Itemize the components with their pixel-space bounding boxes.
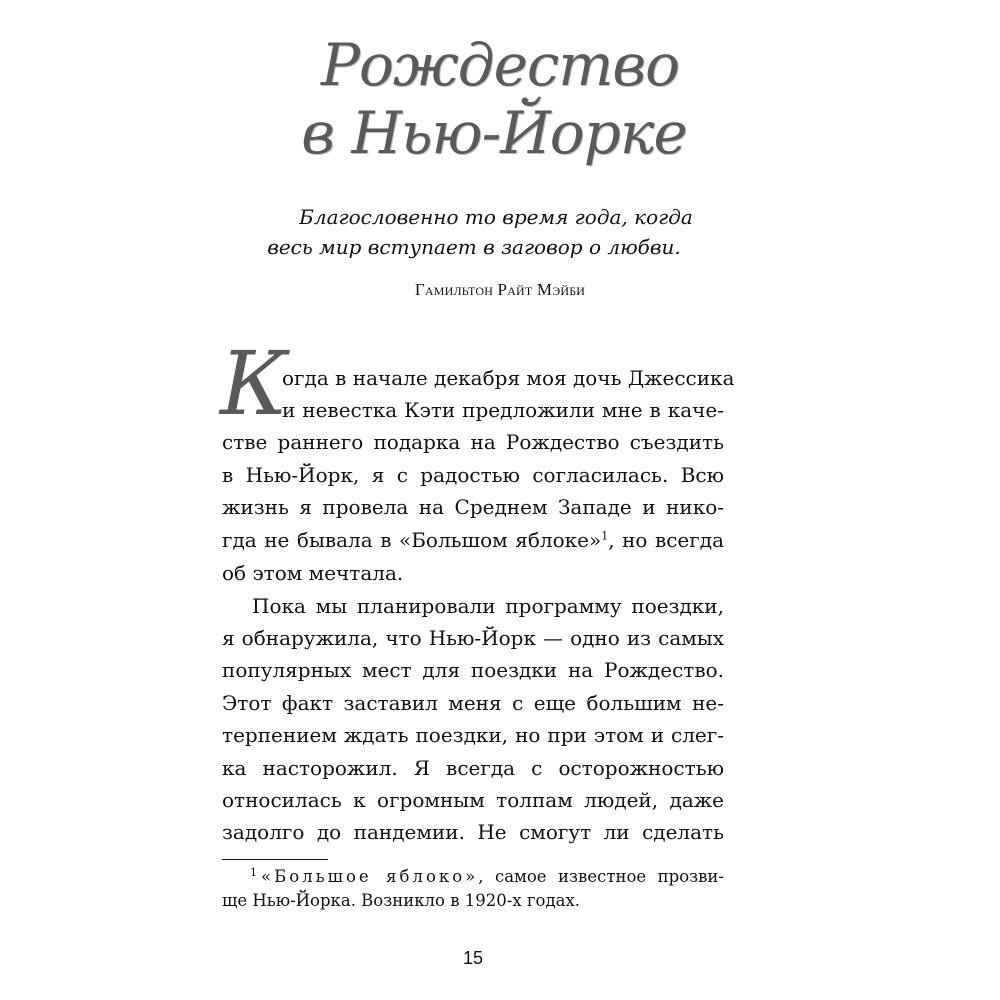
body-line: популярных мест для поездки на Рождество.	[222, 658, 724, 682]
body-line-with-footnote	[222, 524, 724, 556]
epigraph-attribution: Гамильтон Райт Мэйби	[414, 280, 586, 299]
epigraph-line-1: Благословенно то время года, когда	[299, 205, 693, 229]
body-line: терпением ждать поездки, но при этом и слег-	[222, 723, 724, 747]
footnote-term: «Большое яблоко»	[261, 867, 479, 886]
body-line: относилась к огромным толпам людей, даже	[222, 788, 724, 812]
footnote-reference[interactable]: 1	[601, 529, 609, 543]
footnote-separator	[222, 859, 328, 860]
chapter-title-line-1: Рождество	[320, 31, 680, 99]
body-line: огда в начале декабря моя дочь Джессика	[282, 366, 735, 390]
epigraph-line-2: весь мир вступает в заговор о любви.	[267, 235, 681, 259]
body-line: об этом мечтала.	[222, 561, 404, 585]
body-line-text-tail: , но всегда	[608, 528, 724, 552]
body-line: задолго до пандемии. Не смогут ли сделать	[222, 820, 724, 844]
drop-cap: К	[220, 332, 289, 435]
body-line: и невестка Кэти предложили мне в каче-	[282, 398, 724, 422]
body-line: стве раннего подарка на Рождество съездить	[222, 430, 724, 454]
footnote-number: 1	[250, 865, 257, 879]
body-line: я обнаружила, что Нью-Йорк — одно из самых	[222, 626, 724, 650]
body-line: ка насторожил. Я всегда с осторожностью	[222, 756, 724, 780]
body-line: в Нью-Йорк, я с радостью согласилась. Всю	[222, 463, 724, 487]
body-line: Этот факт заставил меня с еще большим не-	[222, 691, 724, 715]
body-line-text: гда не бывала в «Большом яблоке»	[222, 528, 602, 552]
body-line: Пока мы планировали программу поездки,	[252, 594, 724, 618]
footnote-line-2: ще Нью-Йорка. Возникло в 1920-х годах.	[222, 891, 580, 910]
chapter-title-line-2: в Нью-Йорке	[301, 99, 687, 167]
footnote-text: , самое известное прозви-	[478, 867, 724, 886]
page-number: 15	[462, 948, 484, 968]
footnote-line-1	[250, 865, 724, 889]
body-line: жизнь я провела на Среднем Западе и нико-	[222, 495, 724, 519]
